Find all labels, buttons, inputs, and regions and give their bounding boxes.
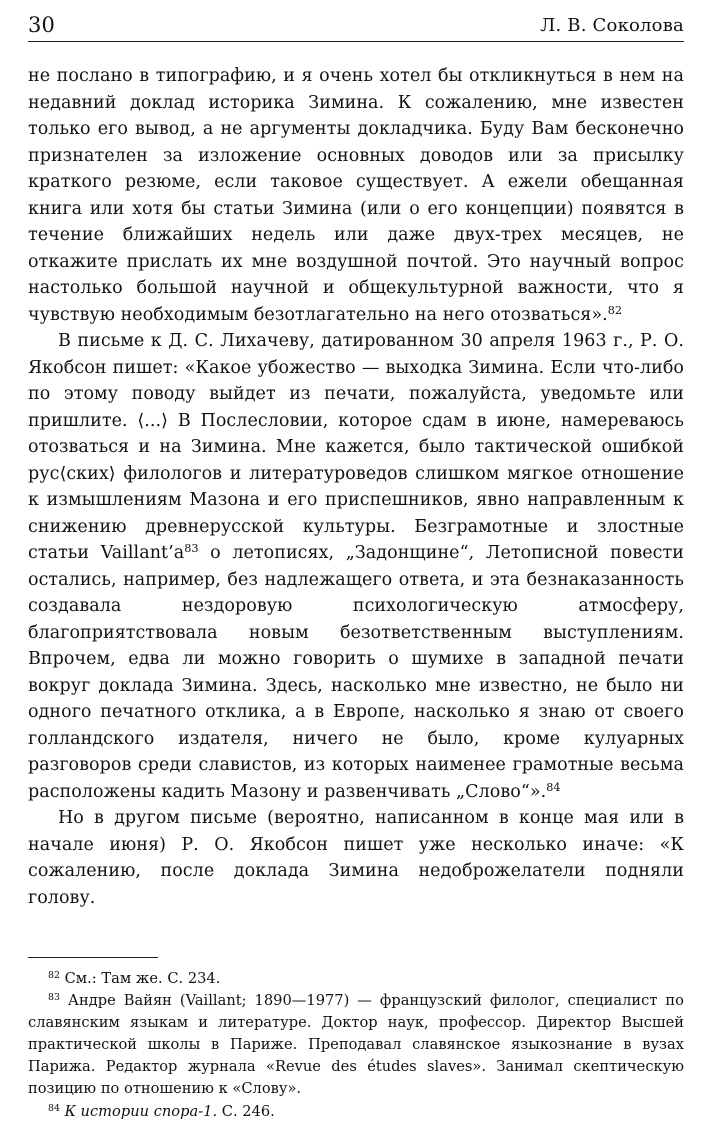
paragraph-another-letter (28, 805, 684, 911)
footnote-text: Андре Вайян (Vaillant; 1890—1977) — французский филолог, специалист по славянским языкам и литературе. Доктор наук, профессор. Директор Высшей практической школы в Париже. Преподавал славянское языкознание в вузах Парижа. Редактор журнала «Revue des études slaves». Занимал скептическую позицию по отношению к «Слову». (28, 992, 684, 1098)
footnote-reference-82: 82 (607, 303, 623, 317)
page-header (28, 8, 684, 42)
footnotes (28, 968, 684, 1123)
paragraph-text-continued: о летописях, „Задонщине“, Летописной повести остались, например, без надлежащего ответа, и эта безнаказанность создавала нездоровую психологическую атмосферу, благоприятствовала новым безответственным выступлениям. Впрочем, едва ли можно говорить о шумихе в западной печати вокруг доклада Зимина. Здесь, насколько мне известно, не было ни одного печатного отклика, а в Европе, насколько я знаю от своего голландского издателя, ничего не было, кроме кулуарных разговоров среди славистов, из которых наименее грамотные весьма расположены кадить Мазону и развенчивать „Слово“». (28, 543, 684, 802)
running-head-author: Л. В. Соколова (540, 15, 684, 36)
paragraph-text: Но в другом письме (вероятно, написанном в конце мая или в начале июня) Р. О. Якобсон пишет уже несколько иначе: «К сожалению, после доклада Зимина недоброжелатели подняли голову. (28, 808, 684, 908)
footnote-number: 82 (48, 969, 60, 981)
footnote-reference-83: 83 (184, 541, 199, 555)
footnote-number: 84 (48, 1102, 60, 1114)
main-text (28, 63, 684, 911)
footnote-83 (28, 990, 684, 1100)
page-number: 30 (28, 13, 56, 37)
footnote-text: См.: Там же. С. 234. (59, 970, 221, 987)
book-page (28, 8, 684, 1118)
footnote-separator (28, 957, 158, 958)
footnote-84 (28, 1101, 684, 1123)
footnote-number: 83 (48, 991, 60, 1003)
paragraph-continuation (28, 63, 684, 328)
footnote-82 (28, 968, 684, 990)
paragraph-text: не послано в типографию, и я очень хотел бы откликнуться в нем на недавний доклад историка Зимина. К сожалению, мне известен только его вывод, а не аргументы докладчика. Буду Вам бесконечно признателен за изложение основных доводов или за присылку краткого резюме, если таковое существует. А ежели обещанная книга или хотя бы статьи Зимина (или о его концепции) появятся в течение ближайших недель или даже двух-трех месяцев, не откажите прислать их мне воздушной почтой. Это научный вопрос настолько большой научной и общекультурной важности, что я чувствую необходимым безотлагательно на него отозваться». (28, 66, 684, 325)
paragraph-text: В письме к Д. С. Лихачеву, датированном 30 апреля 1963 г., Р. О. Якобсон пишет: «Какое убожество — выходка Зимина. Если что-либо по этому поводу выйдет из печати, пожалуйста, уведомьте или пришлите. ⟨...⟩ В Послесловии, которое сдам в июне, намереваюсь отозваться и на Зимина. Мне кажется, было тактической ошибкой рус⟨ских⟩ филологов и литературоведов слишком мягкое отношение к измышлениям Мазона и его приспешников, явно направленным к снижению древнерусской культуры. Безграмотные и злостные статьи Vaillant’a (28, 331, 684, 563)
footnote-source-title: К истории спора-1. (59, 1102, 218, 1120)
paragraph-likhachev-letter (28, 328, 684, 805)
footnote-text: С. 246. (217, 1102, 275, 1120)
footnote-reference-84: 84 (546, 780, 561, 794)
